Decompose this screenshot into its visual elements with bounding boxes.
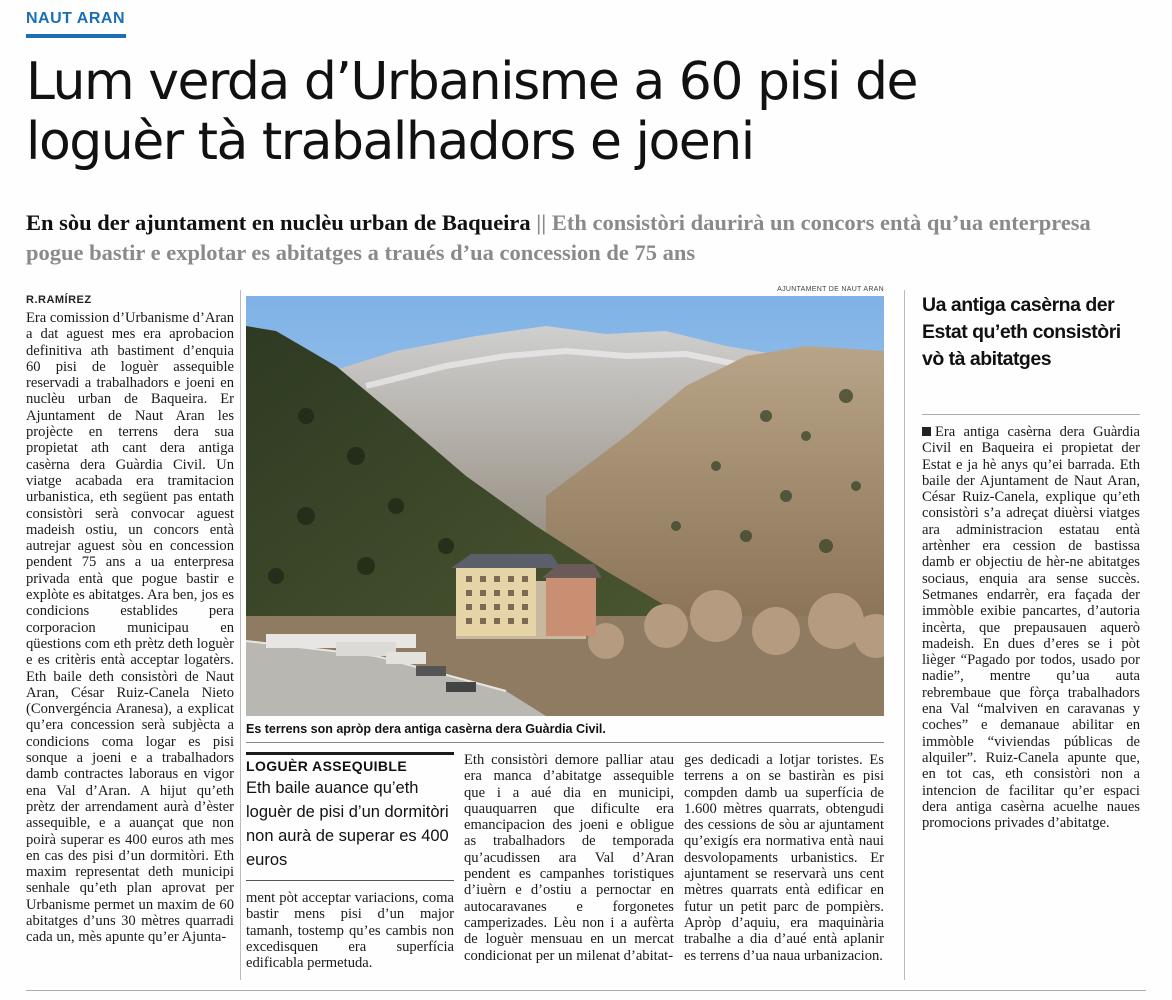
headline bbox=[26, 52, 1146, 172]
photo bbox=[246, 296, 884, 716]
headline-line-2: loguèr tà trabalhadors e joeni bbox=[26, 112, 754, 172]
subhead-lead: En sòu der ajuntament en nuclèu urban de Baqueira bbox=[26, 210, 531, 235]
pullquote-text: Eth baile auance qu’eth loguèr de pisi d’un dormitòri non aurà de superar es 400 euros bbox=[246, 779, 449, 869]
caption-divider bbox=[246, 742, 884, 743]
sidebar-rule bbox=[922, 414, 1140, 415]
pullquote-title: LOGUÈR ASSEQUIBLE bbox=[246, 758, 408, 774]
body-column-3: Eth consistòri demore palliar atau era manca d’abitatge assequible que i a aué dia en municipi, quauquarren que dificulte era emancipacion des joeni e obligue as trabalhadors de temporada qu’acudissen ara Val d’Aran pendent es campanhes toristiques d’iuèrn e d’ostiu a pernoctar en autocaravanes e forgonetes camperizades. Lèu non i a aufèrta de loguèr mensuau en un mercat condicionat per un milenat d’abitat- bbox=[464, 752, 674, 964]
subheadline bbox=[26, 208, 1146, 268]
sidebar-divider bbox=[904, 290, 905, 980]
sidebar-text: Era antiga casèrna dera Guàrdia Civil en Baqueira ei propietat der Estat e ja hè anys qu’ei barrada. Eth baile der Ajuntament de Naut Aran, César Ruiz-Canela, explique qu’eth consistòri s’a adreçat diuèrsi viatges ara administracion estatau entà artènher era cession de bastissa damb er objectiu de hèr-ne abitatges sociaus, enquia ara sense succès. Setmanes endarrèr, era façada der immòble exibie pancartes, d’autoria incèrta, que prepausauen aquerò madeish. En dues d’eres se i pòt lièger “Pagado por todos, usado por nadie”, mentre qu’ua auta rebrembaue que fòrça trabalhadors ena Val “malviven en caravanas y coches” e demanaue abilitar en immòble “viviendas públicas de alquiler”. Ruiz-Canela apunte que, en tot cas, eth consistòri non a intencion de facilitar qu’er espaci dera antiga casèrna acuelhe naues promocions privades d’abitatge. bbox=[922, 424, 1140, 832]
body-column-2: ment pòt acceptar variacions, coma bastir mens pisi d’un major tamanh, tostemp qu’es cambis non excedisquen era superfícia edificabla permetuda. bbox=[246, 890, 454, 972]
sidebar-title: Ua antiga casèrna der Estat qu’eth consistòri vò tà abitatges bbox=[922, 294, 1121, 370]
pullquote-rule-bottom bbox=[246, 880, 454, 881]
body-column-4: ges dedicadi a lotjar toristes. Es terrens a on se bastiràn es pisi compden damb ua superfícia de 1.600 mètres quarrats, obtengudi des cessions de sòu ar ajuntament qu’exigís era normativa entà naui desvolopaments urbanistics. Er ajuntament se reservarà uns cent mètres quarrats entà edificar en futur un petit parc de pompièrs. Apròp d’aquiu, era maquinària trabalhe a dia d’aué entà aplanir es terrens d’ua naua urbanizacion. bbox=[684, 752, 884, 964]
section-label: NAUT ARAN bbox=[26, 10, 126, 27]
bottom-rule bbox=[26, 990, 1146, 991]
byline: R.RAMÍREZ bbox=[26, 294, 92, 306]
subhead-separator: || bbox=[530, 210, 552, 235]
body-column-1: Era comission d’Urbanisme d’Aran a dat aguest mes era aprobacion definitiva ath bastiment d’enquia 60 pisi de loguèr assequible reservadi a trabalhadors e joeni en nuclèu urban de Baqueira. Er Ajuntament de Naut Aran les projècte en terrens dera sua propietat ath cant dera antiga casèrna dera Guàrdia Civil. Un viatge acabada era tramitacion urbanistica, eth següent pas entath consistòri serà convocar aguest madeish ostiu, un concors entà autrejar aguest sòu en concession pendent 75 ans a ua enterpresa privada entà que pogue bastir e explòte es abitatges. Ara ben, jos es condicions establides pera corporacion municipau en qüestions com eth prètz deth loguèr e es critèris entà acceptar logatèrs. Eth baile deth consistòri de Naut Aran, César Ruiz-Canela Nieto (Convergéncia Aranesa), a explicat qu’era concession serà subjècta a condicions coma logar es pisi sonque a joeni e a trabalhadors damb contractes laboraus en vigor ena Val d’Aran. A hijut qu’eth prètz der arrendament aurà d’èster assequible, e a auançat que non poirà superar es 400 euros ath mes en cas des pisi d’un dormitòri. Eth maxim representat deth municipi senhale qu’eth plan aprovat per Urbanisme permet un maxim de 60 abitatges d’uns 30 mètres quarradi cada un, mès apunte qu’er Ajunta- bbox=[26, 310, 234, 946]
pullquote-rule-top bbox=[246, 752, 454, 755]
photo-caption: Es terrens son apròp dera antiga casèrna dera Guàrdia Civil. bbox=[246, 722, 606, 736]
sidebar-text-block bbox=[922, 424, 1140, 831]
section-underline bbox=[26, 34, 126, 38]
column-divider bbox=[240, 290, 241, 980]
square-bullet-icon bbox=[922, 427, 931, 436]
photo-illustration bbox=[246, 296, 884, 716]
photo-credit: AJUNTAMENT DE NAUT ARAN bbox=[777, 286, 884, 293]
subhead-rest: Eth consistòri daurirà un concors entà qu’ua enterpresa pogue bastir e explotar es abitatges a traués d’ua concession de 75 ans bbox=[26, 210, 1091, 265]
headline-line-1: Lum verda d’Urbanisme a 60 pisi de bbox=[26, 52, 917, 112]
